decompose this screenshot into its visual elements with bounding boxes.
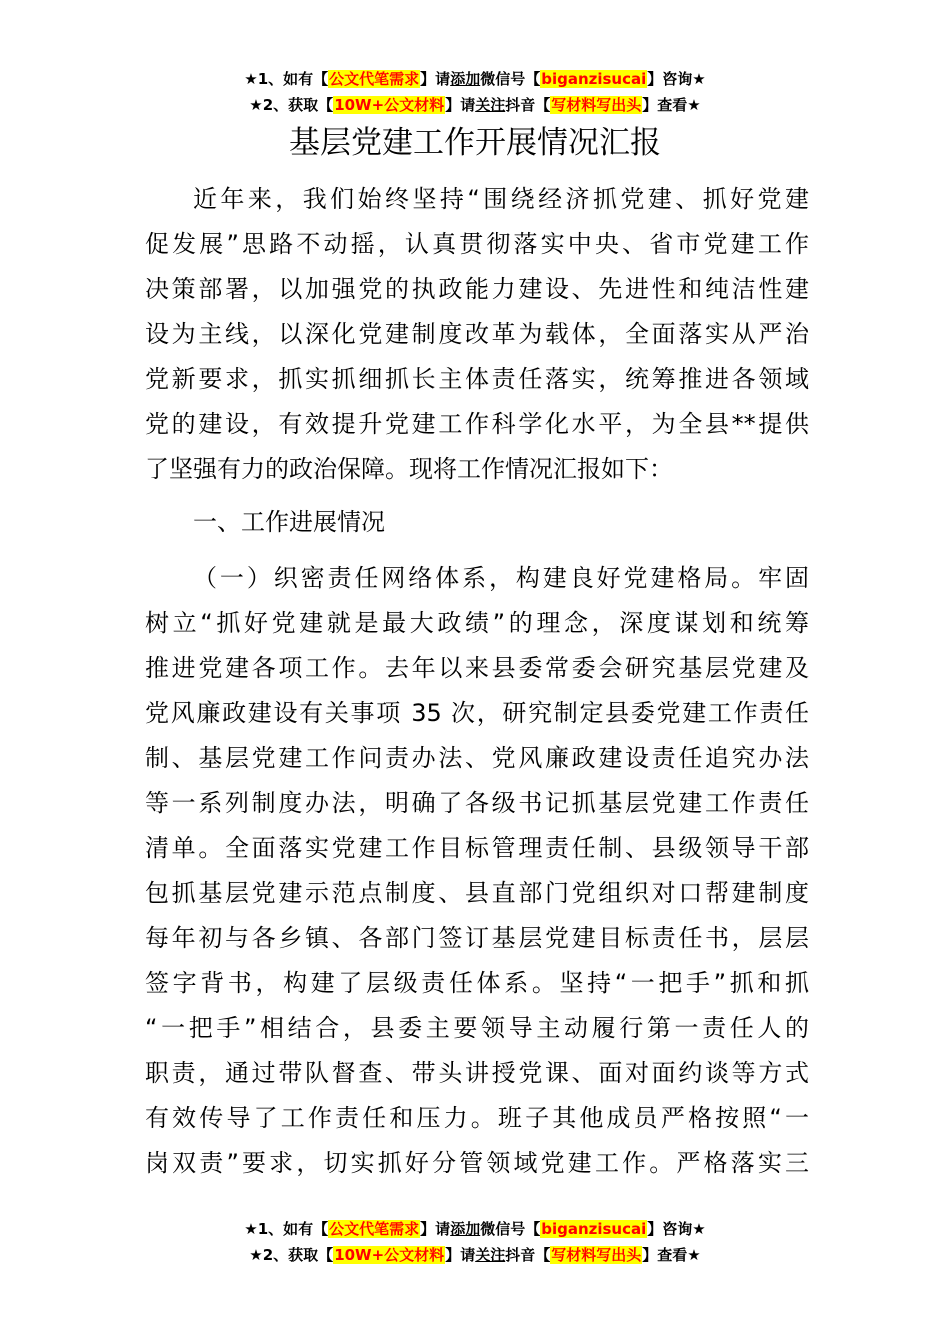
ad-highlight: 10W+公文材料	[334, 1246, 445, 1264]
ad-underlined: 添加	[450, 1220, 481, 1238]
ad-text: 】查看★	[642, 1246, 701, 1264]
ad-highlight: 10W+公文材料	[334, 96, 445, 114]
ad-text: ★2、获取【	[249, 96, 334, 114]
ad-douyin-id: 写材料写出头	[551, 1246, 642, 1264]
ad-text: 】请	[445, 96, 476, 114]
ad-text: 】咨询★	[647, 70, 706, 88]
paragraph-line: 签字背书，构建了层级责任体系。坚持“一把手”抓和抓	[145, 969, 809, 997]
paragraph-line: 了坚强有力的政治保障。现将工作情况汇报如下：	[145, 455, 673, 483]
ad-text: 抖音【	[505, 1246, 551, 1264]
paragraph-line: 促发展”思路不动摇，认真贯彻落实中央、省市党建工作	[145, 230, 809, 258]
header-ad-banner	[0, 66, 950, 118]
ad-text: 微信号【	[480, 1220, 541, 1238]
ad-wechat-id: biganzisucai	[541, 70, 647, 88]
ad-underlined: 关注	[475, 96, 506, 114]
paragraph-line: 包抓基层党建示范点制度、县直部门党组织对口帮建制度	[145, 879, 809, 907]
paragraph-line: “一把手”相结合，县委主要领导主动履行第一责任人的	[145, 1014, 809, 1042]
ad-text: ★2、获取【	[249, 1246, 334, 1264]
paragraph-line: 等一系列制度办法，明确了各级书记抓基层党建工作责任	[145, 789, 809, 817]
section-1-paragraph	[145, 556, 809, 1186]
ad-douyin-id: 写材料写出头	[551, 96, 642, 114]
ad-line-1	[0, 66, 950, 92]
paragraph-line: 每年初与各乡镇、各部门签订基层党建目标责任书，层层	[145, 924, 809, 952]
ad-text: 微信号【	[480, 70, 541, 88]
ad-text: 抖音【	[505, 96, 551, 114]
ad-text: 】请	[445, 1246, 476, 1264]
paragraph-line: 推进党建各项工作。去年以来县委常委会研究基层党建及	[145, 654, 809, 682]
footer-ad-banner	[0, 1216, 950, 1268]
paragraph-line: 有效传导了工作责任和压力。班子其他成员严格按照“一	[145, 1104, 809, 1132]
section-heading	[145, 500, 809, 545]
ad-underlined: 添加	[450, 70, 481, 88]
ad-line-2	[0, 1242, 950, 1268]
ad-text: 】请	[420, 1220, 451, 1238]
paragraph-line: （一）织密责任网络体系，构建良好党建格局。牢固	[193, 564, 809, 592]
ad-underlined: 关注	[475, 1246, 506, 1264]
paragraph-line: 党的建设，有效提升党建工作科学化水平，为全县**提供	[145, 410, 809, 438]
ad-text: ★1、如有【	[244, 1220, 329, 1238]
paragraph-line: 树立“抓好党建就是最大政绩”的理念，深度谋划和统筹	[145, 609, 809, 637]
document-title: 基层党建工作开展情况汇报	[289, 125, 661, 161]
paragraph-line: 清单。全面落实党建工作目标管理责任制、县级领导干部	[145, 834, 809, 862]
paragraph-line: 设为主线，以深化党建制度改革为载体，全面落实从严治	[145, 320, 809, 348]
paragraph-line: 党风廉政建设有关事项 35 次，研究制定县委党建工作责任	[145, 699, 809, 727]
ad-highlight: 公文代笔需求	[329, 1220, 420, 1238]
ad-text: ★1、如有【	[244, 70, 329, 88]
ad-text: 】请	[420, 70, 451, 88]
ad-line-2	[0, 92, 950, 118]
paragraph-line: 党新要求，抓实抓细抓长主体责任落实，统筹推进各领域	[145, 365, 809, 393]
paragraph-line: 制、基层党建工作问责办法、党风廉政建设责任追究办法	[145, 744, 809, 772]
ad-text: 】咨询★	[647, 1220, 706, 1238]
intro-paragraph	[145, 177, 809, 492]
paragraph-line: 决策部署，以加强党的执政能力建设、先进性和纯洁性建	[145, 275, 809, 303]
paragraph-line: 职责，通过带队督查、带头讲授党课、面对面约谈等方式	[145, 1059, 809, 1087]
paragraph-line: 近年来，我们始终坚持“围绕经济抓党建、抓好党建	[193, 185, 809, 213]
ad-line-1	[0, 1216, 950, 1242]
ad-text: 】查看★	[642, 96, 701, 114]
ad-wechat-id: biganzisucai	[541, 1220, 647, 1238]
ad-highlight: 公文代笔需求	[329, 70, 420, 88]
paragraph-line: 岗双责”要求，切实抓好分管领域党建工作。严格落实三	[145, 1149, 809, 1177]
section-heading-text: 一、工作进展情况	[193, 508, 385, 536]
